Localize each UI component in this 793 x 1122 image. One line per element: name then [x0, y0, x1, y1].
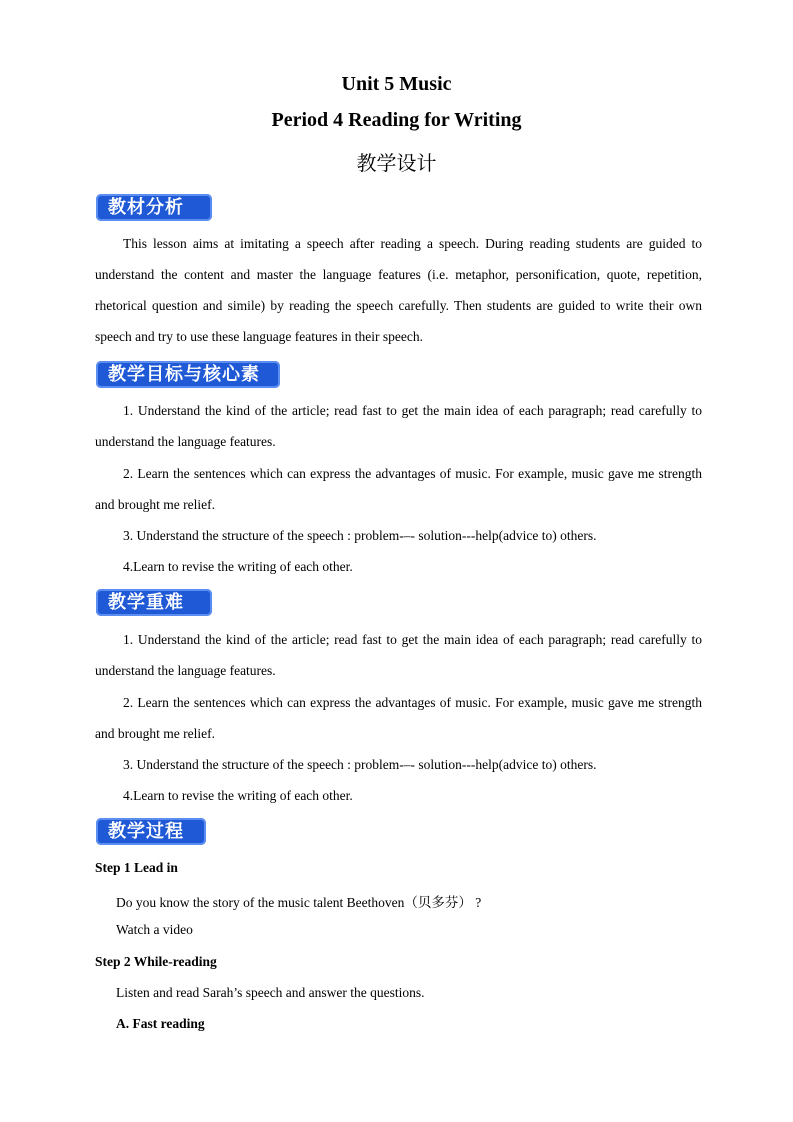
period-title: Period 4 Reading for Writing: [271, 109, 522, 131]
objective-item-3: 3. Understand the structure of the speech : problem-–- solution---help(advice to) others.: [123, 528, 597, 543]
step-2-heading: Step 2 While-reading: [95, 954, 217, 969]
key-point-item-1: 1. Understand the kind of the article; read fast to get the main idea of each paragraph; read carefully to understand the language features.: [95, 632, 702, 678]
design-title: 教学设计: [356, 151, 437, 175]
section-badge-process: 教学过程: [96, 818, 206, 845]
section-badge-objectives: 教学目标与核心素养: [96, 361, 280, 388]
section-badge-key-points: 教学重难点: [96, 589, 212, 616]
objective-item-2: 2. Learn the sentences which can express the advantages of music. For example, music gave me strength and brought me relief.: [95, 466, 702, 512]
step-1-heading: Step 1 Lead in: [95, 860, 178, 875]
objective-item-1: 1. Understand the kind of the article; read fast to get the main idea of each paragraph; read carefully to understand the language features.: [95, 403, 702, 449]
step-2-fast-reading: A. Fast reading: [116, 1016, 205, 1031]
section-badge-materials: 教材分析: [96, 194, 212, 221]
step-2-instruction: Listen and read Sarah’s speech and answer the questions.: [116, 985, 425, 1000]
key-point-item-3: 3. Understand the structure of the speech : problem-–- solution---help(advice to) others.: [123, 757, 597, 772]
unit-title: Unit 5 Music: [341, 73, 452, 95]
key-point-item-4: 4.Learn to revise the writing of each other.: [123, 788, 353, 803]
objective-item-4: 4.Learn to revise the writing of each other.: [123, 559, 353, 574]
materials-analysis-text: This lesson aims at imitating a speech after reading a speech. During reading students are guided to understand the content and master the language features (i.e. metaphor, personification, quote, repetition, rhetorical question and simile) by reading the speech carefully. Then students are guided to write their own speech and try to use these language features in their speech.: [95, 236, 702, 344]
step-1-video: Watch a video: [116, 922, 193, 937]
key-point-item-2: 2. Learn the sentences which can express the advantages of music. For example, music gave me strength and brought me relief.: [95, 695, 702, 741]
step-1-question: Do you know the story of the music talent Beethoven（贝多芬） ?: [116, 895, 482, 910]
